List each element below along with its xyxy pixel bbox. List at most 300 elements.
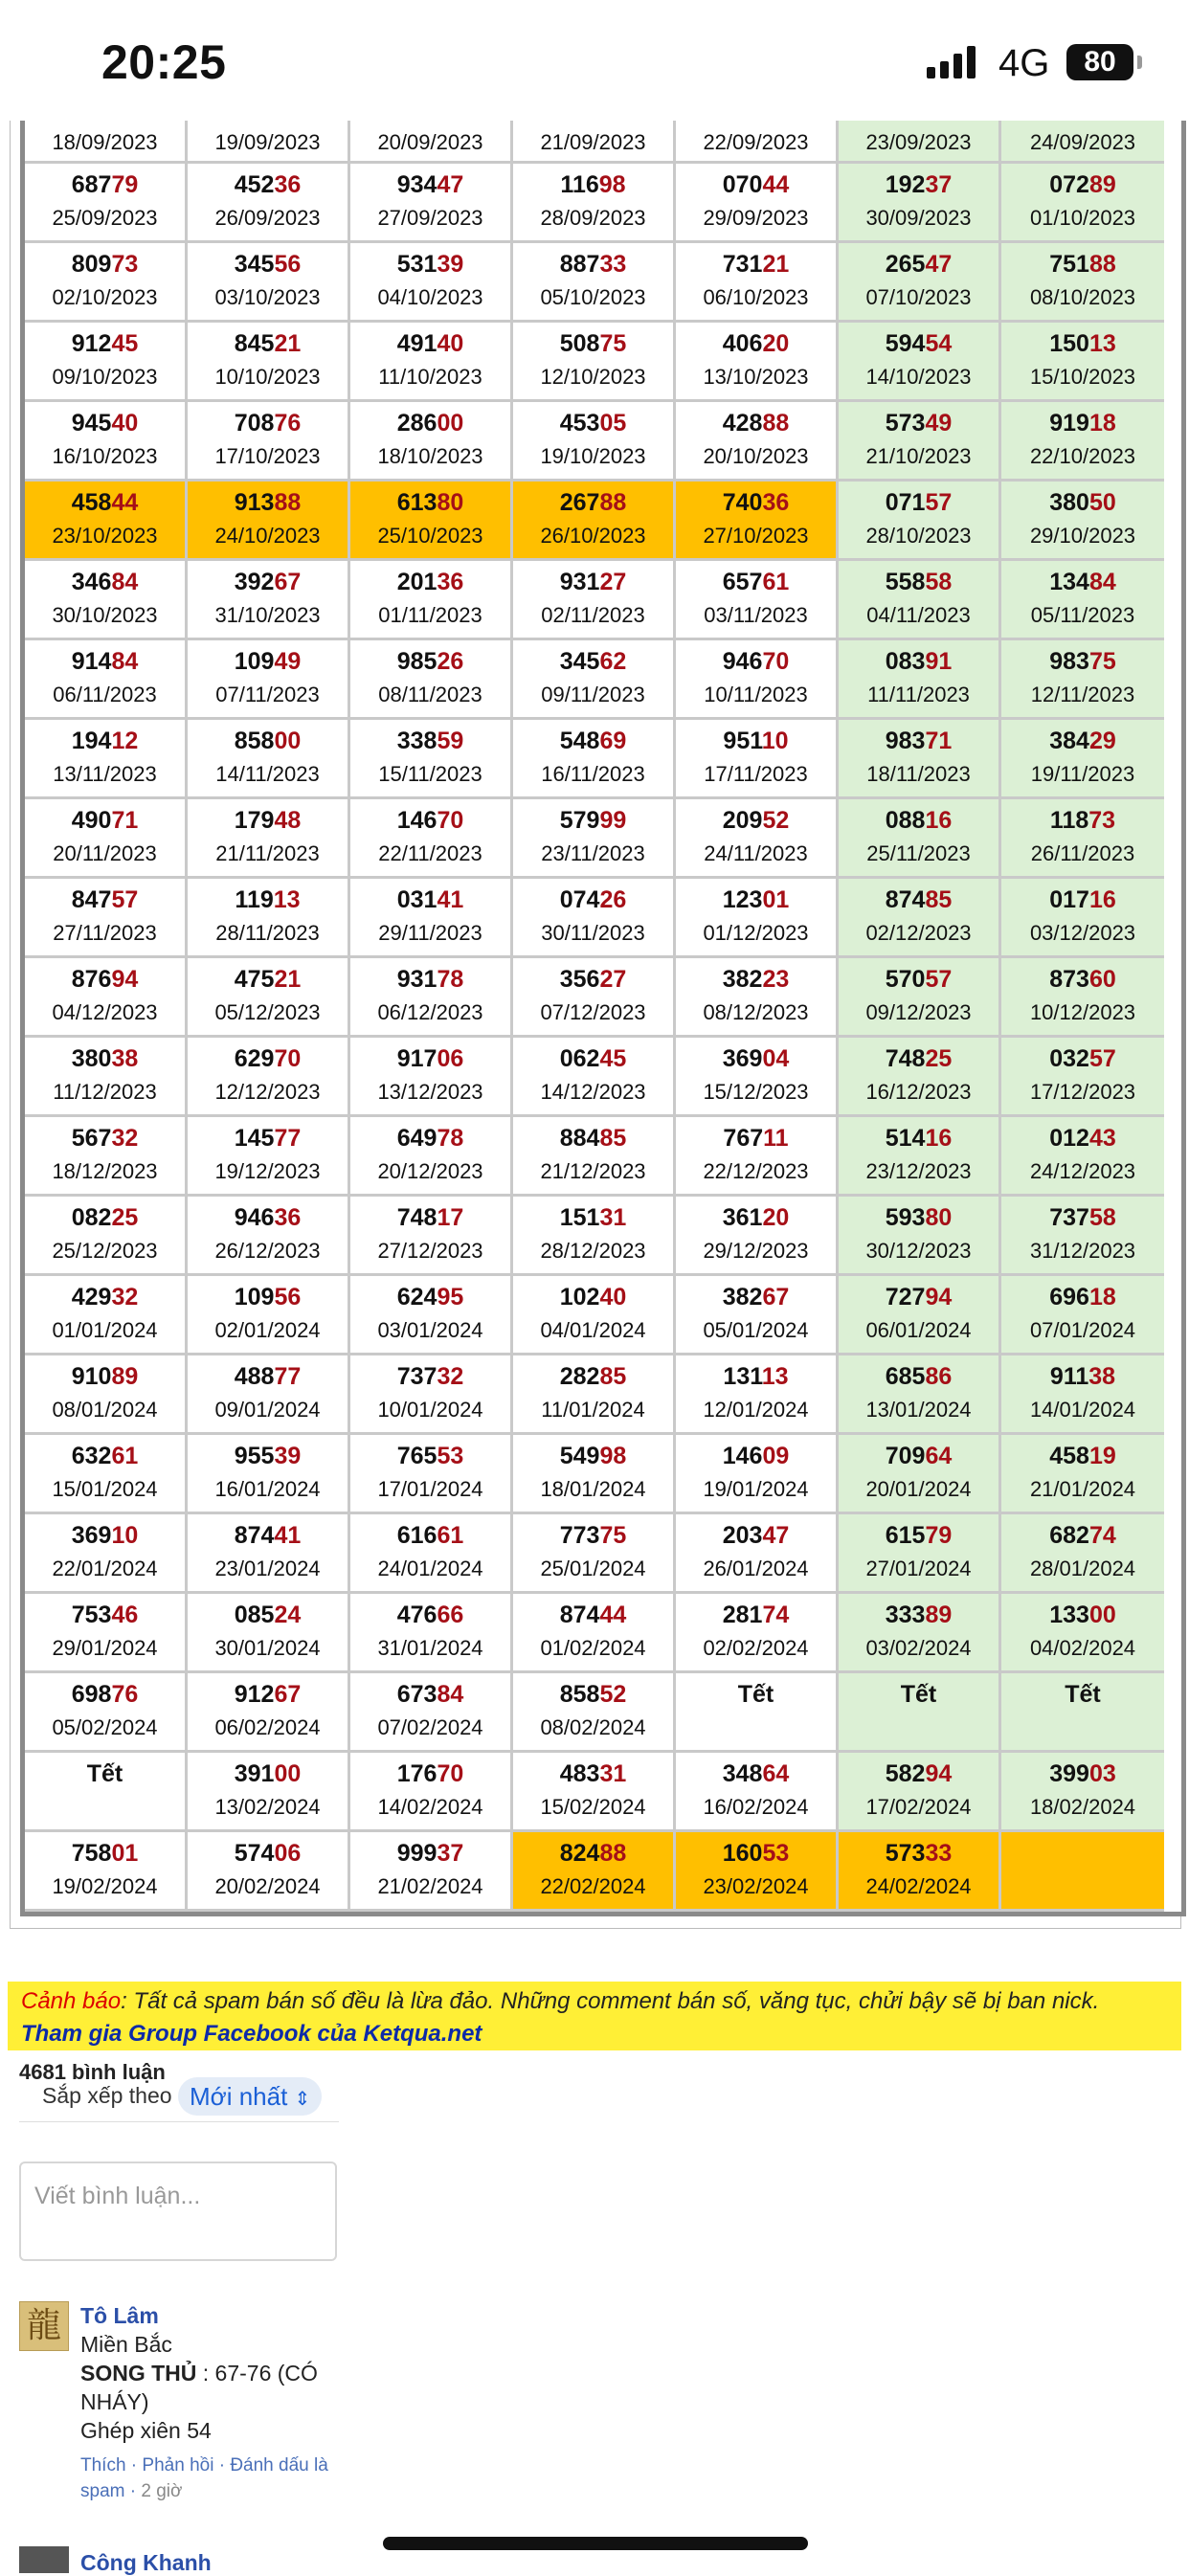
number-tail: 59 xyxy=(437,728,464,754)
cell-number xyxy=(513,1840,673,1869)
table-cell xyxy=(676,1514,839,1594)
table-cell xyxy=(350,1355,513,1435)
number-tail: 64 xyxy=(925,1443,953,1469)
number-tail: 38 xyxy=(1088,1363,1116,1390)
cell-date: 02/02/2024 xyxy=(703,1636,809,1660)
number-tail: 33 xyxy=(599,251,627,278)
table-cell xyxy=(839,164,1001,243)
number-head: 912 xyxy=(234,1681,275,1708)
like-link[interactable]: Thích xyxy=(80,2455,126,2475)
table-cell xyxy=(839,323,1001,402)
number-tail: 31 xyxy=(599,1760,627,1787)
number-head: 176 xyxy=(396,1760,437,1787)
cell-number xyxy=(676,1681,836,1710)
cell-number xyxy=(350,1443,510,1471)
table-cell xyxy=(25,1355,188,1435)
cell-number xyxy=(350,1840,510,1869)
table-cell xyxy=(25,1276,188,1355)
number-head: 740 xyxy=(722,489,763,516)
table-cell xyxy=(839,1753,1001,1832)
number-head: 946 xyxy=(722,648,763,675)
number-tail: 20 xyxy=(762,1204,790,1231)
table-cell xyxy=(839,1594,1001,1673)
cell-date: 08/12/2023 xyxy=(703,1000,809,1024)
cell-number xyxy=(676,1443,836,1471)
comment-line: Miền Bắc xyxy=(80,2332,172,2357)
number-head: 483 xyxy=(559,1760,600,1787)
cell-date: 24/02/2024 xyxy=(865,1874,972,1898)
cell-number xyxy=(513,489,673,518)
number-head: Tết xyxy=(737,1681,774,1708)
table-cell xyxy=(676,561,839,640)
cell-number xyxy=(188,489,348,518)
number-head: Tết xyxy=(1065,1681,1101,1708)
table-row xyxy=(25,958,1181,1038)
cell-number xyxy=(839,648,998,677)
number-head: 131 xyxy=(723,1363,762,1390)
cell-date: 03/11/2023 xyxy=(704,603,808,627)
number-tail: 70 xyxy=(762,648,790,675)
number-tail: 78 xyxy=(437,1125,464,1152)
cell-number xyxy=(25,1443,185,1471)
number-head: 731 xyxy=(722,251,763,278)
cell-number xyxy=(676,1522,836,1551)
cell-date: 05/02/2024 xyxy=(52,1715,158,1739)
cell-date: 09/01/2024 xyxy=(214,1398,321,1422)
number-head: 476 xyxy=(396,1602,437,1628)
table-cell xyxy=(676,879,839,958)
table-cell xyxy=(25,799,188,879)
table-cell xyxy=(513,1276,676,1355)
number-tail: 39 xyxy=(274,1443,302,1469)
cell-date: 29/09/2023 xyxy=(703,206,809,230)
cell-date: 22/01/2024 xyxy=(52,1557,158,1580)
cell-date: 29/11/2023 xyxy=(378,921,482,945)
number-tail: 66 xyxy=(437,1602,464,1628)
cell-number xyxy=(1001,489,1164,518)
cell-number xyxy=(839,966,998,995)
table-cell xyxy=(676,1038,839,1117)
number-tail: 67 xyxy=(274,1681,302,1708)
number-tail: 56 xyxy=(274,1284,302,1310)
cell-date: 25/10/2023 xyxy=(377,524,483,548)
cell-date: 02/11/2023 xyxy=(541,603,645,627)
cell-number xyxy=(676,1602,836,1630)
status-bar xyxy=(0,0,1189,126)
cell-number xyxy=(350,569,510,597)
cell-number xyxy=(513,251,673,280)
number-tail: 80 xyxy=(925,1204,953,1231)
number-head: 133 xyxy=(1049,1602,1089,1628)
cell-date: 13/02/2024 xyxy=(214,1795,321,1819)
number-tail: 95 xyxy=(437,1284,464,1310)
cell-number xyxy=(839,886,998,915)
number-tail: 10 xyxy=(761,728,789,754)
number-head: 203 xyxy=(722,1522,763,1549)
cell-date: 05/11/2023 xyxy=(1030,603,1135,627)
cell-date: 21/01/2024 xyxy=(1029,1477,1136,1501)
number-tail: 85 xyxy=(599,1125,627,1152)
table-cell xyxy=(513,1117,676,1197)
table-cell xyxy=(188,1594,350,1673)
mark-spam-link[interactable]: Đánh dấu là spam xyxy=(80,2455,328,2501)
number-tail: 16 xyxy=(1088,886,1116,913)
cell-number xyxy=(839,1602,998,1630)
cell-number xyxy=(513,966,673,995)
cell-number xyxy=(188,330,348,359)
avatar[interactable]: 龍 xyxy=(19,2301,69,2351)
cell-date: 05/12/2023 xyxy=(214,1000,321,1024)
cell-number xyxy=(676,1363,836,1392)
cell-number xyxy=(188,171,348,200)
comment-input[interactable]: Viết bình luận... xyxy=(19,2162,337,2261)
cell-date: 16/11/2023 xyxy=(541,762,645,786)
cell-number xyxy=(513,728,673,756)
cell-number xyxy=(513,1045,673,1074)
number-tail: 05 xyxy=(599,410,627,437)
number-tail: 16 xyxy=(925,1125,953,1152)
number-tail: 86 xyxy=(925,1363,953,1390)
number-tail: 77 xyxy=(274,1125,302,1152)
cell-number xyxy=(839,1760,998,1789)
cell-number xyxy=(25,966,185,995)
table-cell xyxy=(1001,561,1164,640)
table-cell xyxy=(513,164,676,243)
cell-number xyxy=(350,1125,510,1154)
cell-number xyxy=(350,330,510,359)
cell-number xyxy=(676,1284,836,1312)
table-cell xyxy=(350,958,513,1038)
table-cell xyxy=(350,121,513,164)
warning-text: : Tất cả spam bán số đều là lừa đảo. Những comment bán số, văng tục, chửi bậy sẽ bị ban nick. xyxy=(121,1988,1100,2014)
table-cell xyxy=(350,1276,513,1355)
cell-date: 30/10/2023 xyxy=(52,603,158,627)
cell-number xyxy=(839,1443,998,1471)
table-cell xyxy=(25,1514,188,1594)
number-head: 629 xyxy=(234,1045,275,1072)
warning-label: Cảnh báo xyxy=(21,1988,122,2014)
cell-number xyxy=(188,1522,348,1551)
cell-number xyxy=(676,1204,836,1233)
cell-number xyxy=(676,410,836,438)
table-row xyxy=(25,1355,1181,1435)
number-tail: 31 xyxy=(599,1204,627,1231)
number-head: 012 xyxy=(1049,1125,1089,1152)
table-cell xyxy=(839,1038,1001,1117)
table-cell xyxy=(676,1117,839,1197)
number-tail: 33 xyxy=(925,1840,953,1867)
cell-date: 29/12/2023 xyxy=(703,1239,809,1263)
number-tail: 88 xyxy=(762,410,790,437)
number-head: 709 xyxy=(885,1443,926,1469)
number-tail: 20 xyxy=(762,330,790,357)
table-cell xyxy=(513,1594,676,1673)
table-cell xyxy=(1001,402,1164,482)
number-tail: 54 xyxy=(925,330,953,357)
number-head: 282 xyxy=(559,1363,600,1390)
number-tail: 19 xyxy=(1088,1443,1116,1469)
reply-link[interactable]: Phản hồi xyxy=(142,2455,214,2475)
table-cell xyxy=(513,1753,676,1832)
number-head: 406 xyxy=(722,330,763,357)
cell-date: 01/01/2024 xyxy=(52,1318,158,1342)
number-tail: 17 xyxy=(437,1204,464,1231)
number-tail: 32 xyxy=(111,1284,139,1310)
cell-number xyxy=(839,251,998,280)
number-tail: 12 xyxy=(111,728,139,754)
number-head: 399 xyxy=(1049,1760,1089,1787)
cell-date: 17/11/2023 xyxy=(704,762,808,786)
cell-date: 25/01/2024 xyxy=(540,1557,646,1580)
table-cell xyxy=(513,482,676,561)
number-tail: 89 xyxy=(1088,171,1116,198)
cell-date: 03/01/2024 xyxy=(377,1318,483,1342)
table-cell xyxy=(676,482,839,561)
cell-date: 10/10/2023 xyxy=(214,365,321,389)
number-head: 348 xyxy=(722,1760,763,1787)
facebook-group-link[interactable]: Tham gia Group Facebook của Ketqua.net xyxy=(21,2021,482,2047)
table-cell xyxy=(350,720,513,799)
number-tail: 84 xyxy=(437,1681,464,1708)
cell-date: 31/12/2023 xyxy=(1029,1239,1136,1263)
table-cell xyxy=(513,1832,676,1912)
cell-number xyxy=(676,251,836,280)
cell-number xyxy=(350,251,510,280)
cell-number xyxy=(676,1840,836,1869)
number-head: 490 xyxy=(71,807,112,834)
number-head: 727 xyxy=(885,1284,926,1310)
number-head: 074 xyxy=(559,886,600,913)
number-head: 748 xyxy=(885,1045,926,1072)
cell-date: 04/12/2023 xyxy=(52,1000,158,1024)
cell-number xyxy=(25,1681,185,1710)
number-head: 632 xyxy=(71,1443,112,1469)
cell-number xyxy=(188,728,348,756)
cell-date: 16/10/2023 xyxy=(52,444,158,468)
cell-number xyxy=(513,1204,673,1233)
number-head: 946 xyxy=(234,1204,275,1231)
number-head: 914 xyxy=(71,648,112,675)
cell-number xyxy=(1001,1602,1164,1630)
cell-number xyxy=(676,966,836,995)
cell-date: 28/11/2023 xyxy=(215,921,320,945)
table-row xyxy=(25,243,1181,323)
table-cell xyxy=(350,323,513,402)
cell-date: 14/01/2024 xyxy=(1029,1398,1136,1422)
number-tail: 58 xyxy=(1088,1204,1116,1231)
number-head: 573 xyxy=(885,1840,926,1867)
table-row xyxy=(25,1753,1181,1832)
cell-number xyxy=(25,1125,185,1154)
number-tail: 77 xyxy=(274,1363,302,1390)
number-tail: 00 xyxy=(274,728,302,754)
table-cell xyxy=(513,799,676,879)
cell-date: 16/12/2023 xyxy=(865,1080,972,1104)
number-tail: 29 xyxy=(1088,728,1116,754)
table-cell xyxy=(839,482,1001,561)
number-head: 201 xyxy=(396,569,437,595)
cell-number xyxy=(350,1522,510,1551)
cell-number xyxy=(25,1204,185,1233)
sort-select[interactable] xyxy=(178,2077,322,2116)
number-tail: 78 xyxy=(437,966,464,993)
table-row xyxy=(25,164,1181,243)
table-cell xyxy=(1001,164,1164,243)
number-head: 369 xyxy=(71,1522,112,1549)
table-cell xyxy=(839,402,1001,482)
number-tail: 21 xyxy=(762,251,790,278)
comment-text: : 67-76 (CÓ NHÁY) xyxy=(80,2361,318,2414)
number-tail: 53 xyxy=(762,1840,790,1867)
number-tail: 04 xyxy=(762,1045,790,1072)
number-head: 582 xyxy=(885,1760,926,1787)
cell-number xyxy=(839,410,998,438)
number-tail: 48 xyxy=(274,807,302,834)
number-tail: 75 xyxy=(599,1522,627,1549)
number-head: 708 xyxy=(234,410,275,437)
table-cell xyxy=(1001,1594,1164,1673)
cell-date: 29/01/2024 xyxy=(52,1636,158,1660)
comment-line: Ghép xiên 54 xyxy=(80,2418,212,2443)
number-tail: 61 xyxy=(111,1443,139,1469)
number-tail: 84 xyxy=(111,569,139,595)
table-cell xyxy=(188,1514,350,1594)
cell-date: 23/11/2023 xyxy=(541,841,645,865)
number-head: 392 xyxy=(234,569,275,595)
cell-date: 15/01/2024 xyxy=(52,1477,158,1501)
number-tail: 52 xyxy=(599,1681,627,1708)
cell-number xyxy=(513,1443,673,1471)
comment-sort xyxy=(42,2077,339,2125)
cell-date: 22/11/2023 xyxy=(378,841,482,865)
cell-date: 30/09/2023 xyxy=(865,206,972,230)
cell-date: 25/09/2023 xyxy=(52,206,158,230)
number-tail: 52 xyxy=(762,807,790,834)
table-row xyxy=(25,799,1181,879)
number-head: 931 xyxy=(396,966,437,993)
table-cell xyxy=(513,121,676,164)
number-head: 286 xyxy=(396,410,437,437)
home-indicator xyxy=(383,2537,808,2550)
cell-date: 25/11/2023 xyxy=(866,841,971,865)
number-tail: 13 xyxy=(273,886,301,913)
number-head: 765 xyxy=(396,1443,437,1469)
number-tail: 09 xyxy=(762,1443,790,1469)
cell-date: 21/10/2023 xyxy=(865,444,972,468)
number-head: 910 xyxy=(71,1363,112,1390)
cell-date: 28/09/2023 xyxy=(540,206,646,230)
number-tail: 26 xyxy=(599,886,627,913)
table-row xyxy=(25,879,1181,958)
cell-date: 28/01/2024 xyxy=(1029,1557,1136,1580)
cell-number xyxy=(1001,966,1164,995)
table-cell xyxy=(676,640,839,720)
comment-author[interactable]: Công Khanh xyxy=(80,2550,212,2575)
number-tail: 44 xyxy=(111,489,139,516)
number-tail: 79 xyxy=(111,171,139,198)
table-row xyxy=(25,1832,1181,1912)
table-cell xyxy=(25,402,188,482)
table-cell xyxy=(188,640,350,720)
table-cell xyxy=(350,1514,513,1594)
comment-author[interactable]: Tô Lâm xyxy=(80,2303,159,2328)
cell-date: 21/02/2024 xyxy=(377,1874,483,1898)
cell-number xyxy=(25,330,185,359)
table-row xyxy=(25,482,1181,561)
cell-date: 16/01/2024 xyxy=(214,1477,321,1501)
cell-number xyxy=(188,1363,348,1392)
number-head: 116 xyxy=(560,171,599,198)
number-head: 673 xyxy=(396,1681,437,1708)
number-head: 491 xyxy=(396,330,437,357)
table-cell xyxy=(188,121,350,164)
number-tail: 60 xyxy=(1088,966,1116,993)
cell-number xyxy=(188,1443,348,1471)
number-head: 955 xyxy=(234,1443,275,1469)
cell-number xyxy=(513,171,673,200)
chevron-up-down-icon: ⇕ xyxy=(294,2089,311,2110)
table-cell xyxy=(25,243,188,323)
table-cell xyxy=(25,323,188,402)
cell-date: 09/11/2023 xyxy=(541,683,645,706)
number-head: 845 xyxy=(234,330,275,357)
number-tail: 18 xyxy=(1088,1284,1116,1310)
table-cell xyxy=(839,121,1001,164)
avatar[interactable] xyxy=(19,2546,69,2573)
number-tail: 47 xyxy=(437,171,464,198)
cell-date: 14/12/2023 xyxy=(540,1080,646,1104)
cell-date: 18/10/2023 xyxy=(377,444,483,468)
number-tail: 71 xyxy=(925,728,953,754)
table-cell xyxy=(839,1117,1001,1197)
number-tail: 62 xyxy=(599,648,627,675)
number-head: 119 xyxy=(235,886,274,913)
cell-date: 08/01/2024 xyxy=(52,1398,158,1422)
number-head: 345 xyxy=(559,648,600,675)
cell-date: 18/12/2023 xyxy=(52,1159,158,1183)
number-tail: 58 xyxy=(925,569,953,595)
table-cell xyxy=(25,482,188,561)
cell-date: 19/02/2024 xyxy=(52,1874,158,1898)
number-tail: 57 xyxy=(111,886,139,913)
cell-number xyxy=(1001,807,1164,836)
number-head: 687 xyxy=(71,171,112,198)
cell-number xyxy=(1001,1125,1164,1154)
cell-date: 20/01/2024 xyxy=(865,1477,972,1501)
number-head: 380 xyxy=(1049,489,1089,516)
cell-date: 05/10/2023 xyxy=(540,285,646,309)
divider xyxy=(19,2121,339,2122)
cell-date: 25/12/2023 xyxy=(52,1239,158,1263)
table-cell xyxy=(25,1832,188,1912)
cell-date: 01/02/2024 xyxy=(540,1636,646,1660)
table-cell xyxy=(188,879,350,958)
number-head: Tết xyxy=(900,1681,937,1708)
number-tail: 32 xyxy=(111,1125,139,1152)
cell-date: 22/02/2024 xyxy=(540,1874,646,1898)
number-head: 380 xyxy=(71,1045,112,1072)
cell-date: 26/09/2023 xyxy=(214,206,321,230)
cell-date: 07/02/2024 xyxy=(377,1715,483,1739)
table-cell xyxy=(676,1832,839,1912)
cell-number xyxy=(1001,569,1164,597)
cell-date: 08/02/2024 xyxy=(540,1715,646,1739)
cell-date: 22/09/2023 xyxy=(703,130,809,154)
cell-date: 04/10/2023 xyxy=(377,285,483,309)
table-cell xyxy=(839,879,1001,958)
number-head: 333 xyxy=(885,1602,926,1628)
number-tail: 73 xyxy=(111,251,139,278)
